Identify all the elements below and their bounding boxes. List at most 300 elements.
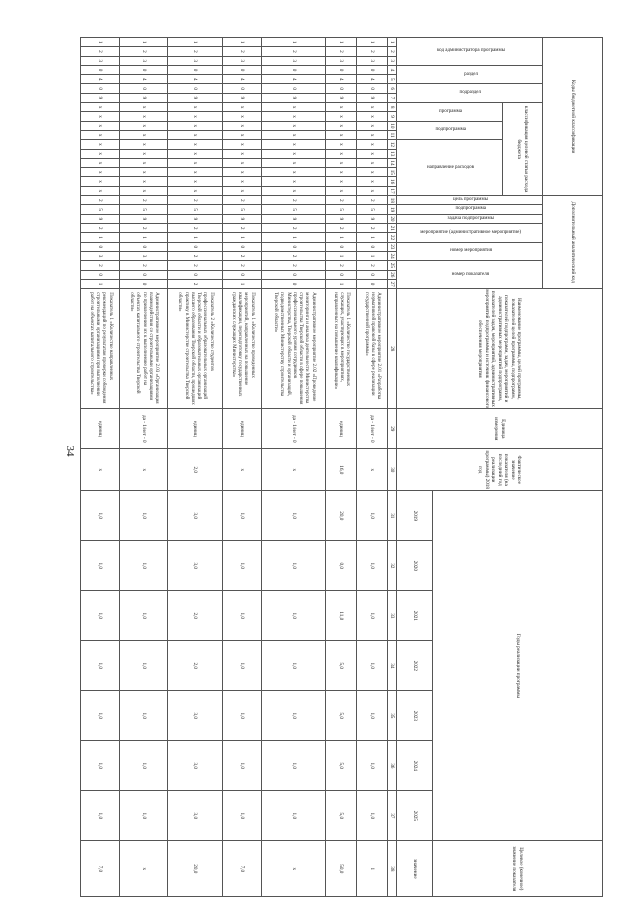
code-digit xyxy=(167,121,223,130)
code-digit-text: 2 xyxy=(239,254,246,258)
row-year-value xyxy=(262,491,326,541)
column-number-text: 27 xyxy=(389,281,396,287)
code-digit-text: 1 xyxy=(192,236,199,239)
column-number xyxy=(388,270,397,279)
row-target-value-text: х xyxy=(290,867,297,871)
row-year-value-text: 1,0 xyxy=(369,512,376,520)
row-year-value xyxy=(356,741,387,791)
row-year-value xyxy=(262,541,326,591)
code-digit xyxy=(325,214,356,223)
code-digit-text: 4 xyxy=(369,78,376,81)
header-budget-classification xyxy=(543,38,603,196)
row-year-value-text: 2,0 xyxy=(192,662,199,670)
code-digit-text: х xyxy=(369,161,376,165)
code-digit-text: х xyxy=(239,105,246,109)
row-description xyxy=(262,289,326,409)
code-digit xyxy=(120,251,167,260)
row-year-value xyxy=(167,741,223,791)
code-digit-text: 2 xyxy=(192,226,199,230)
code-digit-text: х xyxy=(97,105,104,109)
code-digit-text: 3 xyxy=(290,59,297,63)
code-digit xyxy=(262,140,326,149)
code-digit-text: 3 xyxy=(338,59,345,63)
code-digit xyxy=(356,93,387,102)
column-number xyxy=(388,261,397,270)
row-year-value-text: 1,0 xyxy=(290,612,297,620)
row-description-text: Показатель 1 «Количество государственных служащих, участвующих в мероприятиях, направленных на повышение квалификации» xyxy=(332,292,351,390)
code-digit xyxy=(356,158,387,167)
code-digit xyxy=(223,65,262,74)
code-digit xyxy=(167,186,223,195)
column-number xyxy=(388,409,397,449)
header-admin-code xyxy=(397,38,543,66)
row-year-value-text: 3,0 xyxy=(192,712,199,720)
row-year-value-text: 5,0 xyxy=(338,712,345,720)
code-digit-text: 0 xyxy=(239,245,246,249)
row-unit xyxy=(167,409,223,449)
code-digit xyxy=(262,75,326,84)
row-target-value-text: 7,0 xyxy=(239,865,246,873)
row-year-value-text: 5,0 xyxy=(338,762,345,770)
code-digit-text: 1 xyxy=(369,40,376,44)
code-digit-text: х xyxy=(192,124,199,128)
code-digit xyxy=(223,214,262,223)
code-digit-text: 3 xyxy=(97,254,104,258)
row-year-value-text: 1,0 xyxy=(369,712,376,720)
code-digit-text: х xyxy=(97,124,104,128)
header-unit-text: Единица измерения xyxy=(493,417,506,441)
code-digit xyxy=(223,140,262,149)
header-extra-analytic-code xyxy=(543,196,603,289)
code-digit-text: 1 xyxy=(239,40,246,44)
code-digit-text: х xyxy=(290,171,297,174)
column-number xyxy=(388,47,397,56)
row-year-value-text: 1,0 xyxy=(290,512,297,520)
code-digit-text: 1 xyxy=(97,40,104,44)
code-digit xyxy=(120,65,167,74)
column-number xyxy=(388,242,397,251)
column-number-text: 18 xyxy=(389,197,396,203)
column-number-text: 37 xyxy=(389,813,396,819)
code-digit xyxy=(325,251,356,260)
code-digit-text: 3 xyxy=(140,59,147,63)
header-base-year xyxy=(397,449,603,491)
code-digit xyxy=(223,251,262,260)
code-digit-text: 4 xyxy=(192,78,199,81)
row-base-value xyxy=(325,449,356,491)
code-digit xyxy=(81,168,120,177)
row-year-value xyxy=(81,741,120,791)
header-program xyxy=(397,103,503,122)
code-digit-text: 2 xyxy=(192,199,199,202)
code-digit xyxy=(167,205,223,214)
code-digit xyxy=(325,75,356,84)
code-digit xyxy=(356,242,387,251)
code-digit-text: х xyxy=(192,133,199,137)
column-number xyxy=(388,75,397,84)
row-year-value xyxy=(120,691,167,741)
row-description-text: Показатель 2 «Количество студентов профессиональных образовательных организаций Тверской области и образовательных организаций высшего образования Тверской области, прошедших практику в Министерстве строительства Тверской области» xyxy=(177,292,214,405)
row-target-value-text: 50,0 xyxy=(338,864,345,874)
column-number-text: 31 xyxy=(389,513,396,519)
column-number-text: 25 xyxy=(389,262,396,268)
code-digit-text: х xyxy=(290,133,297,137)
column-number xyxy=(388,103,397,112)
code-digit-text: х xyxy=(290,189,297,193)
row-year-value xyxy=(120,641,167,691)
code-digit xyxy=(356,224,387,233)
code-digit xyxy=(356,38,387,47)
row-year-value xyxy=(262,641,326,691)
row-year-value-text: 1,0 xyxy=(97,662,104,670)
code-digit xyxy=(356,168,387,177)
code-digit-text: 5 xyxy=(290,208,297,211)
column-number-text: 15 xyxy=(389,169,396,175)
code-digit xyxy=(223,279,262,288)
code-digit xyxy=(120,270,167,279)
column-number-text: 17 xyxy=(389,188,396,194)
column-number xyxy=(388,691,397,741)
code-digit xyxy=(325,47,356,56)
row-target-value xyxy=(223,841,262,897)
code-digit xyxy=(262,270,326,279)
header-subprogram-code xyxy=(397,205,543,214)
row-target-value xyxy=(325,841,356,897)
row-year-value xyxy=(223,641,262,691)
code-digit xyxy=(262,65,326,74)
code-digit-text: 9 xyxy=(97,96,104,100)
code-digit xyxy=(81,121,120,130)
column-number-text: 6 xyxy=(389,87,396,90)
code-digit-text: 2 xyxy=(192,50,199,53)
code-digit-text: х xyxy=(239,143,246,146)
row-unit-text: единиц xyxy=(97,420,104,437)
header-target-value-text: значение xyxy=(411,858,418,879)
column-number-text: 5 xyxy=(389,78,396,81)
code-digit-text: 0 xyxy=(140,68,147,72)
column-number-text: 7 xyxy=(389,96,396,100)
row-year-value-text: 1,0 xyxy=(369,812,376,820)
row-target-value xyxy=(356,841,387,897)
header-expense-direction xyxy=(397,140,503,196)
code-digit-text: 2 xyxy=(369,226,376,230)
code-digit-text: х xyxy=(97,189,104,193)
code-digit xyxy=(325,224,356,233)
code-digit xyxy=(120,84,167,93)
code-digit xyxy=(262,121,326,130)
code-digit-text: х xyxy=(338,180,345,183)
code-digit-text: х xyxy=(239,152,246,155)
code-digit-text: 0 xyxy=(369,282,376,286)
code-digit xyxy=(167,214,223,223)
column-number-text: 34 xyxy=(389,663,396,669)
code-digit-text: х xyxy=(140,105,147,109)
code-digit-text: х xyxy=(192,152,199,155)
column-number-text: 22 xyxy=(389,234,396,241)
row-description xyxy=(167,289,223,409)
header-base-year-text: Фактическое значение показателя (на последний год реализации программы) 2018 год xyxy=(477,450,523,489)
code-digit xyxy=(325,168,356,177)
code-digit xyxy=(167,177,223,186)
row-year-value-text: 1,0 xyxy=(239,662,246,670)
column-number-text: 16 xyxy=(389,179,396,185)
code-digit xyxy=(167,112,223,121)
row-year-value-text: 1,0 xyxy=(369,762,376,770)
table-row xyxy=(356,38,387,897)
code-digit-text: 4 xyxy=(290,78,297,81)
code-digit-text: х xyxy=(239,189,246,193)
code-digit-text: 2 xyxy=(239,199,246,202)
code-digit xyxy=(120,177,167,186)
code-digit-text: 9 xyxy=(140,217,147,221)
column-number-text: 1 xyxy=(389,40,396,44)
row-year-value xyxy=(223,491,262,541)
code-digit-text: 2 xyxy=(338,50,345,53)
row-year-value-text: 1,0 xyxy=(140,562,147,570)
table-row xyxy=(262,38,326,897)
code-digit-text: х xyxy=(290,143,297,146)
code-digit xyxy=(356,251,387,260)
code-digit xyxy=(167,140,223,149)
code-digit-text: 5 xyxy=(140,208,147,211)
row-year-value xyxy=(223,591,262,641)
code-digit-text: 0 xyxy=(290,68,297,72)
code-digit xyxy=(262,103,326,112)
header-target-value xyxy=(397,841,433,897)
code-digit-text: х xyxy=(140,189,147,193)
code-digit xyxy=(223,186,262,195)
row-description xyxy=(81,289,120,409)
code-digit-text: х xyxy=(192,115,199,118)
code-digit-text: 2 xyxy=(338,226,345,230)
row-year-value-text: 11,0 xyxy=(338,611,345,621)
column-number xyxy=(388,168,397,177)
code-digit-text: 0 xyxy=(290,282,297,286)
row-year-value xyxy=(120,541,167,591)
code-digit-text: 1 xyxy=(140,40,147,44)
row-year-value xyxy=(356,791,387,841)
code-digit xyxy=(167,65,223,74)
code-digit-text: х xyxy=(369,115,376,118)
code-digit xyxy=(356,177,387,186)
code-digit-text: 2 xyxy=(290,226,297,230)
row-year-value xyxy=(81,541,120,591)
row-year-value-text: 1,0 xyxy=(369,662,376,670)
code-digit-text: 2 xyxy=(192,282,199,286)
code-digit xyxy=(223,224,262,233)
code-digit xyxy=(120,93,167,102)
code-digit xyxy=(120,149,167,158)
column-number xyxy=(388,149,397,158)
row-year-value xyxy=(356,691,387,741)
code-digit xyxy=(120,130,167,139)
code-digit-text: 0 xyxy=(369,273,376,276)
code-digit xyxy=(262,177,326,186)
column-number-text: 8 xyxy=(389,105,396,109)
code-digit xyxy=(81,38,120,47)
row-year-value-text: 1,0 xyxy=(97,512,104,520)
code-digit xyxy=(81,140,120,149)
code-digit-text: х xyxy=(140,171,147,174)
code-digit-text: 3 xyxy=(369,59,376,63)
row-year-value-text: 1,0 xyxy=(140,612,147,620)
code-digit xyxy=(356,121,387,130)
code-digit xyxy=(325,130,356,139)
header-target-expense-text: классификация целевой статьи расхода бюджета xyxy=(516,105,529,193)
code-digit-text: 2 xyxy=(192,254,199,258)
row-unit xyxy=(223,409,262,449)
code-digit-text: х xyxy=(290,105,297,109)
row-description xyxy=(356,289,387,409)
column-number xyxy=(388,841,397,897)
row-year-value-text: 1,0 xyxy=(140,512,147,520)
row-year-value-text: 1,0 xyxy=(140,662,147,670)
table-row xyxy=(120,38,167,897)
code-digit-text: х xyxy=(369,171,376,174)
row-unit-text: да - 1/нет - 0 xyxy=(369,415,376,443)
column-number xyxy=(388,56,397,65)
row-unit-text: единиц xyxy=(239,420,246,437)
code-digit xyxy=(325,233,356,242)
row-year-value xyxy=(262,791,326,841)
code-digit-text: х xyxy=(338,124,345,128)
code-digit-text: 5 xyxy=(239,208,246,211)
code-digit xyxy=(120,224,167,233)
code-digit xyxy=(120,56,167,65)
table-row xyxy=(325,38,356,897)
code-digit-text: х xyxy=(97,171,104,174)
column-number xyxy=(388,224,397,233)
code-digit xyxy=(356,279,387,288)
header-task-text: задача подпрограммы xyxy=(447,215,494,221)
code-digit-text: х xyxy=(239,171,246,174)
row-description-text: Административное мероприятие 2.02 «Проведение мониторинга и анализа деятельности Министерства строительства Тверской области в сфере повышения профессионального уровня сотрудников Министерства, Тверской области и организаций, подведомственных Министерству строительства Тверской области» xyxy=(273,292,316,405)
code-digit xyxy=(120,214,167,223)
code-digit-text: 2 xyxy=(97,199,104,202)
column-number-text: 33 xyxy=(389,613,396,619)
column-number xyxy=(388,541,397,591)
header-activity-number xyxy=(397,242,543,261)
row-description-text: Административное мероприятие 2.03 «Организация взаимодействия со строительными организациями по привлечению их к выполнению работ на объектах капитального строительства Тверской области» xyxy=(129,292,160,404)
row-year-value xyxy=(81,591,120,641)
code-digit xyxy=(223,130,262,139)
code-digit xyxy=(81,84,120,93)
code-digit-text: 1 xyxy=(290,40,297,44)
header-program-text: программа xyxy=(439,108,463,114)
table-row xyxy=(81,38,120,897)
row-year-value-text: 1,0 xyxy=(239,762,246,770)
row-year-value xyxy=(223,791,262,841)
row-year-value xyxy=(262,691,326,741)
code-digit-text: х xyxy=(192,180,199,183)
column-number xyxy=(388,641,397,691)
code-digit xyxy=(120,168,167,177)
code-digit xyxy=(325,158,356,167)
code-digit-text: 2 xyxy=(239,226,246,230)
code-digit-text: 9 xyxy=(192,96,199,100)
row-base-value xyxy=(81,449,120,491)
code-digit xyxy=(223,270,262,279)
code-digit-text: 1 xyxy=(338,236,345,239)
code-digit xyxy=(356,205,387,214)
code-digit xyxy=(81,186,120,195)
code-digit xyxy=(325,149,356,158)
code-digit xyxy=(120,38,167,47)
column-number-text: 2 xyxy=(389,50,396,53)
code-digit-text: х xyxy=(140,115,147,118)
row-year-value-text: 1,0 xyxy=(290,812,297,820)
table-row xyxy=(223,38,262,897)
code-digit-text: 5 xyxy=(338,208,345,211)
code-digit xyxy=(167,224,223,233)
code-digit-text: х xyxy=(290,124,297,128)
code-digit-text: х xyxy=(239,124,246,128)
code-digit-text: 2 xyxy=(369,50,376,53)
row-year-value-text: 3,0 xyxy=(192,812,199,820)
row-target-value xyxy=(81,841,120,897)
code-digit xyxy=(262,205,326,214)
code-digit-text: х xyxy=(338,115,345,118)
row-unit xyxy=(81,409,120,449)
row-year-value-text: 1,0 xyxy=(290,712,297,720)
code-digit xyxy=(167,279,223,288)
header-budget-classification-text: Коды бюджетной классификации xyxy=(569,79,576,154)
code-digit xyxy=(356,214,387,223)
row-year-value-text: 2,0 xyxy=(192,612,199,620)
header-year-2022-text: 2022 xyxy=(411,660,418,671)
row-year-value-text: 1,0 xyxy=(97,562,104,570)
code-digit-text: 0 xyxy=(97,245,104,249)
code-digit xyxy=(262,47,326,56)
code-digit xyxy=(81,261,120,270)
code-digit-text: 9 xyxy=(140,96,147,100)
row-base-value-text: х xyxy=(140,468,147,472)
row-description-text: Административное мероприятие 2.01 «Разработка нормативной правовой базы в сфере реализации государственной программы» xyxy=(363,292,382,400)
column-number xyxy=(388,233,397,242)
header-target-expense xyxy=(503,103,543,196)
code-digit-text: 2 xyxy=(290,50,297,53)
row-year-value xyxy=(325,691,356,741)
code-digit xyxy=(262,251,326,260)
row-year-value xyxy=(223,541,262,591)
code-digit xyxy=(223,196,262,205)
code-digit xyxy=(167,47,223,56)
code-digit-text: х xyxy=(369,105,376,109)
code-digit-text: 0 xyxy=(239,273,246,276)
column-number xyxy=(388,791,397,841)
row-target-value xyxy=(262,841,326,897)
code-digit-text: х xyxy=(338,189,345,193)
code-digit-text: 9 xyxy=(290,217,297,221)
code-digit-text: 0 xyxy=(290,273,297,276)
code-digit xyxy=(81,270,120,279)
header-program-goal xyxy=(397,196,543,205)
code-digit-text: 0 xyxy=(239,87,246,90)
code-digit-text: 2 xyxy=(97,50,104,53)
code-digit xyxy=(120,140,167,149)
column-number-text: 38 xyxy=(389,866,396,872)
code-digit-text: 2 xyxy=(140,264,147,267)
row-target-value-text: х xyxy=(140,867,147,871)
code-digit xyxy=(356,84,387,93)
code-digit xyxy=(262,224,326,233)
code-digit xyxy=(325,112,356,121)
code-digit xyxy=(356,75,387,84)
row-year-value xyxy=(120,591,167,641)
column-number-text: 21 xyxy=(389,225,396,231)
row-year-value xyxy=(356,591,387,641)
header-subsection xyxy=(397,84,543,103)
